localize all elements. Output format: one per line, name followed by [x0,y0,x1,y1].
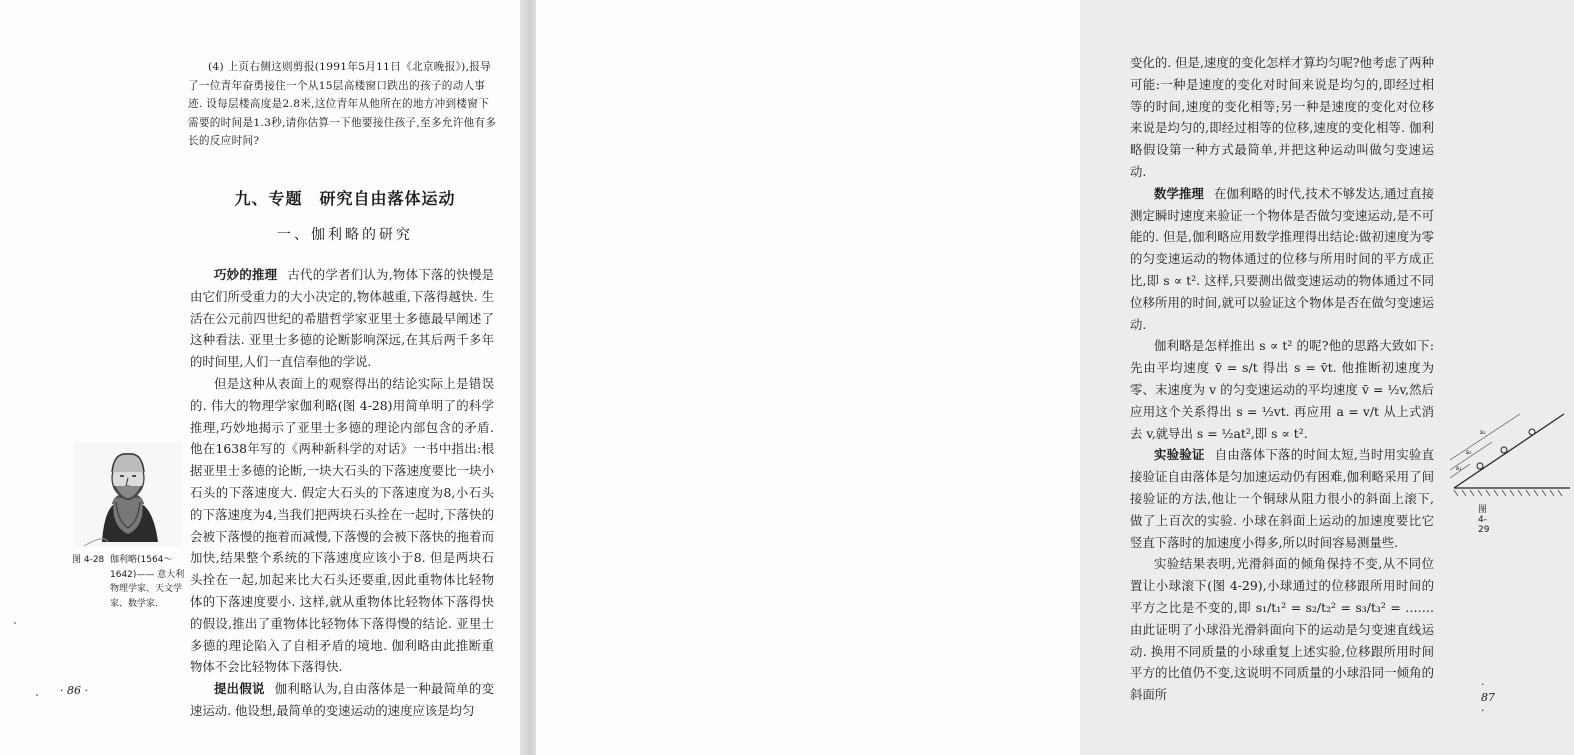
paragraph-hypothesis [190,678,494,722]
paragraph-derivation: 伽利略是怎样推出 s ∝ t² 的呢?他的思路大致如下:先由平均速度 v̄ = s/t 得出 s = v̄t. 他推断初速度为零、末速度为 v 的匀变速运动的平均速度 v̄ = ½v,然后应用这个关系得出 s = ½vt. 再应用 a = v/t 从上式消去 v,就导出 s = ½at²,即 s ∝ t². [1130,338,1434,441]
keyword-math-reasoning: 数学推理 [1154,185,1204,201]
paragraph-galileo-argument: 但是这种从表面上的观察得出的结论实际上是错误的. 伟大的物理学家伽利略(图 4-28)用简单明了的科学推理,巧妙地揭示了亚里士多德的理论内部包含的矛盾. 他在1638年写的《两种新科学的对话》一书中指出:根据亚里士多德的论断,一块大石头的下落速度要比一块小石头的下落速度大. 假定大石头的下落速度为8,小石头的下落速度为4,当我们把两块石头拴在一起时,下落快的会被下落慢的拖着而减慢,下落慢的会被下落快的拖着而加快,结果整个系统的下落速度应该小于8. 但是两块石头拴在一起,加起来比大石头还要重,因此重物体比轻物体的下落速度要小. 这样,就从重物体比轻物体下落得快的假设,推出了重物体比轻物体下落得慢的结论. 亚里士多德的理论陷入了自相矛盾的境地. 伽利略由此推断重物体不会比轻物体下落得快. [190,375,494,675]
left-page [0,0,528,755]
page-number-86: · 86 · [60,684,88,697]
scan-speck [14,622,16,624]
galileo-portrait-image [74,442,182,546]
paragraph-results: 实验结果表明,光滑斜面的倾角保持不变,从不同位置让小球滚下(图 4-29),小球通过的位移跟所用时间的平方之比是不变的,即 s₁/t₁² = s₂/t₂² = s₃/t₃² = ……. 由此证明了小球沿光滑斜面向下的运动是匀变速直线运动. 换用不同质量的小球重复上述实验,位移跟所用时间平方的比值仍不变,这说明不同质量的小球沿同一倾角的斜面所 [1130,556,1434,703]
paragraph-text: 自由落体下落的时间太短,当时用实验直接验证自由落体是匀加速运动仍有困难,伽利略采用了间接验证的方法,他让一个铜球从阻力很小的斜面上滚下,做了上百次的实验. 小球在斜面上运动的加速度要比它竖直下落时的加速度小得多,所以时间容易测量些. [1130,447,1434,550]
section-title: 一、伽利略的研究 [277,227,413,243]
figure-4-28-number: 图 4-28 [72,555,105,565]
paragraph-text: 在伽利略的时代,技术不够发达,通过直接测定瞬时速度来验证一个物体是否做匀变速运动,是不可能的. 但是,伽利略应用数学推理得出结论:做初速度为零的匀变速运动的物体通过的位移与所用时间的平方成正比,即 s ∝ t². 这样,只要测出做变速运动的物体通过不同位移所用的时间,就可以验证这个物体是否在做匀变速运动. [1130,185,1434,332]
keyword-ingenious-reasoning: 巧妙的推理 [214,267,278,282]
keyword-experiment: 实验验证 [1154,447,1205,463]
right-body-text [1130,52,1434,706]
paragraph-text: 古代的学者们认为,物体下落的快慢是由它们所受重力的大小决定的,物体越重,下落得越快. 生活在公元前四世纪的希腊哲学家亚里士多德最早阐述了这种看法. 亚里士多德的论断影响深远,在其后两千多年的时间里,人们一直信奉他的学说. [190,267,495,370]
label-s3: s₃ [1480,429,1486,436]
figure-4-29-caption: 图 4-29 [1478,505,1490,535]
keyword-hypothesis: 提出假说 [214,681,265,697]
paragraph-math-reasoning [1130,183,1434,336]
left-body-text [190,264,494,722]
scan-speck [36,694,38,696]
label-s2: s₂ [1466,449,1472,456]
right-page [536,0,1495,755]
intro-problem [188,58,498,151]
paragraph-ingenious-reasoning [190,264,494,373]
paragraph-experiment [1130,444,1434,553]
paragraph-continuation: 变化的. 但是,速度的变化怎样才算均匀呢?他考虑了两种可能:一种是速度的变化对时间来说是均匀的,即经过相等的时间,速度的变化相等;另一种是速度的变化对位移来说是均匀的,即经过相等的位移,速度的变化相等. 伽利略假设第一种方式最简单,并把这种运动叫做匀变速运动. [1130,55,1434,179]
label-s1: s₁ [1456,465,1462,472]
intro-problem-text: (4) 上页右侧这则剪报(1991年5月11日《北京晚报》),报导了一位青年奋勇接住一个从15层高楼窗口跌出的孩子的动人事迹. 设每层楼高度是2.8米,这位青年从他所在的地方冲到楼窗下需要的时间是1.3秒,请你估算一下他要接住孩子,至多允许他有多长的反应时间? [188,61,497,148]
page-number-87: · 87 · [1481,678,1495,717]
chapter-title: 九、专题 研究自由落体运动 [234,189,456,208]
incline-diagram [1446,396,1574,500]
figure-4-28-caption-text: 伽利略(1564～1642)—— 意大利物理学家、天文学家、数学家. [110,555,185,609]
paragraph-text: 伽利略认为,自由落体是一种最简单的变速运动. 他设想,最简单的变速运动的速度应该是均匀 [190,681,494,718]
